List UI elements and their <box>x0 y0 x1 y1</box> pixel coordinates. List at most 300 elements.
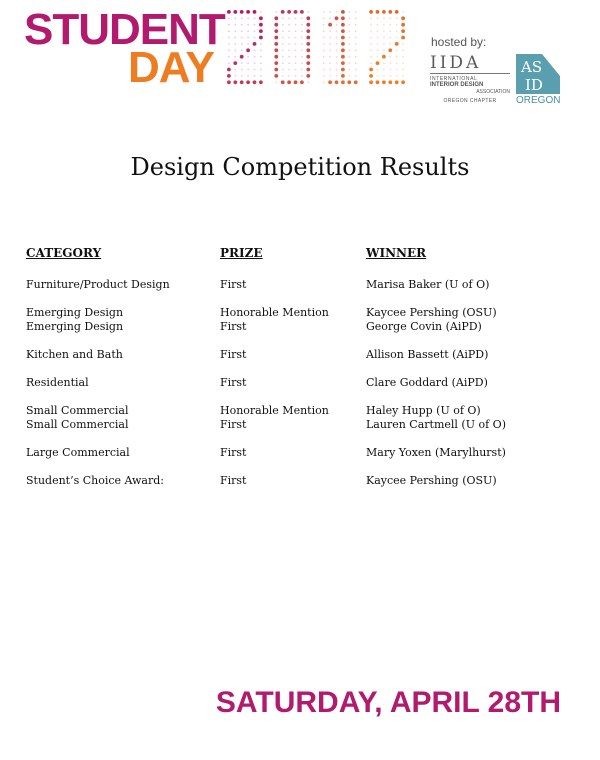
year-dot <box>301 49 303 51</box>
year-dot <box>370 30 372 32</box>
year-dot <box>329 56 331 58</box>
column-header-category: CATEGORY <box>26 246 102 260</box>
year-dot <box>382 80 386 84</box>
iida-logo-line-international: INTERNATIONAL <box>430 76 478 82</box>
year-dot <box>228 62 230 64</box>
year-dot <box>301 37 303 39</box>
year-dot <box>246 10 250 14</box>
prize-cell: First <box>220 376 247 389</box>
year-dot <box>234 17 236 19</box>
year-dot <box>377 49 379 51</box>
year-dot <box>240 80 244 84</box>
year-dot <box>300 10 304 14</box>
year-dot <box>247 62 249 64</box>
year-dot <box>370 37 372 39</box>
prize-cell: First <box>220 320 247 333</box>
year-dot <box>355 43 357 45</box>
year-dot <box>395 80 399 84</box>
winner-cell: Haley Hupp (U of O) <box>366 404 481 417</box>
year-dot <box>396 49 398 51</box>
year-dot <box>247 56 249 58</box>
winner-cell: Clare Goddard (AiPD) <box>366 376 488 389</box>
year-dot <box>287 80 291 84</box>
year-dot <box>348 11 350 13</box>
year-dot <box>274 36 278 40</box>
year-dot <box>395 42 399 46</box>
year-dot <box>282 37 284 39</box>
year-dot <box>247 69 249 71</box>
year-dot <box>348 75 350 77</box>
year-dot <box>369 10 373 14</box>
year-dot <box>389 37 391 39</box>
year-dot <box>328 80 332 84</box>
year-dot <box>274 68 278 72</box>
column-header-winner: WINNER <box>366 246 427 260</box>
year-dot <box>254 69 256 71</box>
year-dot <box>402 56 404 58</box>
year-dot <box>274 48 278 52</box>
year-dot <box>377 43 379 45</box>
year-dot <box>301 24 303 26</box>
table-row <box>26 320 586 334</box>
year-dot <box>355 11 357 13</box>
logo-student-text: STUDENT <box>24 5 225 54</box>
asid-logo-letters-bottom: ID <box>525 76 543 94</box>
year-dot <box>354 80 358 84</box>
year-dot <box>389 75 391 77</box>
year-dot <box>401 23 405 27</box>
year-dot <box>240 10 244 14</box>
year-dot <box>323 49 325 51</box>
year-dot <box>306 42 310 46</box>
year-dot <box>383 69 385 71</box>
year-dot <box>307 81 309 83</box>
year-dot <box>383 49 385 51</box>
asid-logo <box>516 54 560 106</box>
year-dot <box>348 49 350 51</box>
year-dot <box>336 49 338 51</box>
year-dot <box>260 11 262 13</box>
iida-logo <box>430 54 510 106</box>
year-dot <box>274 29 278 33</box>
year-dot <box>300 80 304 84</box>
year-dot <box>389 69 391 71</box>
year-dot <box>254 49 256 51</box>
year-dot <box>377 75 379 77</box>
year-dot <box>282 62 284 64</box>
category-cell: Furniture/Product Design <box>26 278 170 291</box>
year-dot <box>228 37 230 39</box>
year-dot <box>388 10 392 14</box>
year-dot <box>329 30 331 32</box>
prize-cell: First <box>220 348 247 361</box>
year-dot <box>228 24 230 26</box>
year-dot <box>369 80 373 84</box>
year-dot <box>254 24 256 26</box>
year-dot <box>389 56 391 58</box>
results-table-body <box>26 278 586 488</box>
year-dot <box>323 30 325 32</box>
year-dot <box>401 80 405 84</box>
year-dot <box>329 75 331 77</box>
winner-cell: Kaycee Pershing (OSU) <box>366 306 497 319</box>
year-dot <box>274 16 278 20</box>
year-dot <box>247 30 249 32</box>
hosted-by-label: hosted by: <box>431 35 487 49</box>
winner-cell: George Covin (AiPD) <box>366 320 482 333</box>
year-dot <box>402 75 404 77</box>
year-dot <box>306 55 310 59</box>
year-dot <box>396 56 398 58</box>
year-dot <box>259 29 263 33</box>
year-dot <box>341 68 345 72</box>
year-dot <box>306 23 310 27</box>
year-dot <box>227 74 231 78</box>
year-dot <box>295 56 297 58</box>
year-dot <box>241 30 243 32</box>
category-cell: Emerging Design <box>26 306 124 319</box>
category-cell: Residential <box>26 376 89 389</box>
year-dot <box>323 37 325 39</box>
year-dot <box>301 17 303 19</box>
year-dot <box>341 10 345 14</box>
year-dot <box>288 37 290 39</box>
iida-logo-line-interior-design: INTERIOR DESIGN <box>430 82 484 88</box>
year-dot <box>323 17 325 19</box>
year-dot <box>254 30 256 32</box>
year-dot <box>241 43 243 45</box>
year-dot <box>259 23 263 27</box>
year-dot <box>389 43 391 45</box>
iida-logo-line-association: ASSOCIATION <box>476 89 510 95</box>
year-dot <box>388 80 392 84</box>
year-dot <box>336 37 338 39</box>
year-dot <box>389 17 391 19</box>
year-dot <box>348 37 350 39</box>
year-dot <box>306 16 310 20</box>
year-dot <box>260 69 262 71</box>
year-dot <box>240 55 244 59</box>
year-dot <box>288 75 290 77</box>
year-dot <box>370 62 372 64</box>
year-dot <box>341 29 345 33</box>
year-dot <box>383 43 385 45</box>
page-title: Design Competition Results <box>130 153 470 181</box>
year-dot <box>323 43 325 45</box>
year-dot <box>241 17 243 19</box>
year-dot <box>396 24 398 26</box>
category-cell: Small Commercial <box>26 404 129 417</box>
table-row <box>26 418 586 432</box>
year-dot <box>329 17 331 19</box>
year-dot <box>282 56 284 58</box>
year-dot <box>288 24 290 26</box>
year-dot <box>228 17 230 19</box>
year-dot <box>307 11 309 13</box>
year-dot <box>355 49 357 51</box>
column-header-prize: PRIZE <box>220 246 263 260</box>
year-dot <box>388 48 392 52</box>
logo-day-text: DAY <box>128 43 214 92</box>
year-dot <box>234 37 236 39</box>
year-dot <box>301 62 303 64</box>
year-dot <box>355 24 357 26</box>
year-dot <box>329 37 331 39</box>
year-dot <box>355 17 357 19</box>
category-cell: Large Commercial <box>26 446 130 459</box>
year-dot <box>336 62 338 64</box>
year-dot <box>247 17 249 19</box>
year-dot <box>282 75 284 77</box>
year-dot <box>234 43 236 45</box>
year-dot <box>389 30 391 32</box>
year-dot <box>246 80 250 84</box>
winner-cell: Mary Yoxen (Marylhurst) <box>366 446 506 459</box>
year-dot <box>396 17 398 19</box>
year-dot <box>348 69 350 71</box>
iida-logo-letters: IIDA <box>430 54 510 74</box>
prize-cell: Honorable Mention <box>220 404 329 417</box>
year-dot <box>377 17 379 19</box>
year-dot <box>234 75 236 77</box>
year-dot <box>376 10 380 14</box>
year-dot <box>295 30 297 32</box>
year-dot <box>295 69 297 71</box>
year-dot <box>282 49 284 51</box>
year-dot <box>233 80 237 84</box>
year-dot <box>301 75 303 77</box>
year-dot <box>295 17 297 19</box>
year-dot <box>341 16 345 20</box>
year-dot <box>260 75 262 77</box>
year-dot <box>348 62 350 64</box>
year-dot <box>323 11 325 13</box>
prize-cell: First <box>220 446 247 459</box>
year-dot <box>402 43 404 45</box>
year-dot <box>247 75 249 77</box>
year-dot <box>370 17 372 19</box>
year-dot <box>348 30 350 32</box>
table-row <box>26 278 586 292</box>
year-dot <box>228 49 230 51</box>
year-dot <box>402 49 404 51</box>
year-dot <box>376 61 380 65</box>
year-dot <box>295 75 297 77</box>
year-dot <box>402 69 404 71</box>
year-dot <box>323 81 325 83</box>
year-dot <box>295 49 297 51</box>
year-dot <box>348 43 350 45</box>
prize-cell: First <box>220 418 247 431</box>
year-dot <box>369 68 373 72</box>
year-dot <box>347 80 351 84</box>
year-dot <box>274 55 278 59</box>
year-dot <box>241 24 243 26</box>
table-row <box>26 362 586 390</box>
year-dot <box>241 37 243 39</box>
year-dot <box>295 37 297 39</box>
year-dot <box>323 75 325 77</box>
year-dot <box>301 69 303 71</box>
year-dot <box>260 43 262 45</box>
year-dot <box>234 69 236 71</box>
year-dot <box>396 69 398 71</box>
year-dot <box>323 56 325 58</box>
year-dot <box>370 43 372 45</box>
year-dot <box>260 56 262 58</box>
year-dot <box>234 30 236 32</box>
table-row <box>26 432 586 460</box>
category-cell: Small Commercial <box>26 418 129 431</box>
year-dot <box>401 29 405 33</box>
year-dot <box>275 81 277 83</box>
event-date-banner: SATURDAY, APRIL 28TH <box>215 686 561 719</box>
year-dot <box>275 11 277 13</box>
year-dot <box>295 62 297 64</box>
table-row <box>26 390 586 418</box>
year-dot <box>253 80 257 84</box>
year-dot <box>234 56 236 58</box>
year-dot <box>246 48 250 52</box>
year-dot <box>341 42 345 46</box>
year-dot <box>306 74 310 78</box>
year-dot <box>396 75 398 77</box>
year-dot <box>383 30 385 32</box>
year-dot <box>336 69 338 71</box>
year-dot <box>377 30 379 32</box>
year-dot <box>383 17 385 19</box>
prize-cell: Honorable Mention <box>220 306 329 319</box>
year-dot <box>301 30 303 32</box>
year-dot <box>341 80 345 84</box>
year-dot <box>370 49 372 51</box>
year-dot <box>282 69 284 71</box>
year-dot <box>247 24 249 26</box>
year-dot <box>254 37 256 39</box>
iida-logo-line-chapter: OREGON CHAPTER <box>443 98 497 104</box>
year-dot <box>328 23 332 27</box>
year-dot <box>287 10 291 14</box>
category-cell: Kitchen and Bath <box>26 348 123 361</box>
year-dot <box>329 43 331 45</box>
year-dot <box>288 56 290 58</box>
year-dot <box>335 16 339 20</box>
year-dot <box>355 56 357 58</box>
year-dot <box>389 62 391 64</box>
logo-year-dots <box>227 10 419 86</box>
year-dot <box>382 55 386 59</box>
year-dot <box>336 75 338 77</box>
year-dot <box>241 69 243 71</box>
year-dot <box>329 49 331 51</box>
year-dot <box>227 10 231 14</box>
year-dot <box>259 80 263 84</box>
year-dot <box>282 43 284 45</box>
year-dot <box>288 30 290 32</box>
prize-cell: First <box>220 474 247 487</box>
year-dot <box>254 17 256 19</box>
results-table <box>26 246 586 488</box>
year-dot <box>281 80 285 84</box>
year-dot <box>306 29 310 33</box>
winner-cell: Allison Bassett (AiPD) <box>366 348 489 361</box>
year-dot <box>329 11 331 13</box>
year-dot <box>282 30 284 32</box>
year-dot <box>253 10 257 14</box>
year-dot <box>336 56 338 58</box>
year-dot <box>341 55 345 59</box>
year-dot <box>336 11 338 13</box>
year-dot <box>370 56 372 58</box>
year-dot <box>369 74 373 78</box>
year-dot <box>306 68 310 72</box>
year-dot <box>241 49 243 51</box>
year-dot <box>294 80 298 84</box>
year-dot <box>355 30 357 32</box>
year-dot <box>281 10 285 14</box>
year-dot <box>227 80 231 84</box>
year-dot <box>254 56 256 58</box>
year-dot <box>234 49 236 51</box>
year-dot <box>323 69 325 71</box>
year-dot <box>288 69 290 71</box>
year-dot <box>383 24 385 26</box>
year-dot <box>259 36 263 40</box>
prize-cell: First <box>220 278 247 291</box>
year-dot <box>295 24 297 26</box>
year-dot <box>336 43 338 45</box>
year-dot <box>336 24 338 26</box>
year-dot <box>228 56 230 58</box>
year-dot <box>254 75 256 77</box>
year-dot <box>383 62 385 64</box>
winner-cell: Kaycee Pershing (OSU) <box>366 474 497 487</box>
year-dot <box>260 49 262 51</box>
year-dot <box>282 24 284 26</box>
year-dot <box>228 30 230 32</box>
year-dot <box>355 62 357 64</box>
year-dot <box>241 62 243 64</box>
year-dot <box>288 43 290 45</box>
year-dot <box>274 23 278 27</box>
year-dot <box>389 24 391 26</box>
year-dot <box>396 30 398 32</box>
winner-cell: Marisa Baker (U of O) <box>366 278 490 291</box>
year-dot <box>234 24 236 26</box>
year-dot <box>295 43 297 45</box>
year-dot <box>376 80 380 84</box>
year-dot <box>274 42 278 46</box>
year-dot <box>396 62 398 64</box>
year-dot <box>395 10 399 14</box>
category-cell: Emerging Design <box>26 320 124 333</box>
year-dot <box>355 75 357 77</box>
year-dot <box>341 36 345 40</box>
year-dot <box>241 75 243 77</box>
year-dot <box>329 62 331 64</box>
asid-logo-mark <box>516 54 560 94</box>
year-dot <box>341 23 345 27</box>
table-row <box>26 292 586 320</box>
year-dot <box>228 43 230 45</box>
year-dot <box>348 17 350 19</box>
year-dot <box>227 68 231 72</box>
winner-cell: Lauren Cartmell (U of O) <box>366 418 506 431</box>
table-row <box>26 334 586 362</box>
year-dot <box>282 17 284 19</box>
year-dot <box>294 10 298 14</box>
year-dot <box>288 17 290 19</box>
